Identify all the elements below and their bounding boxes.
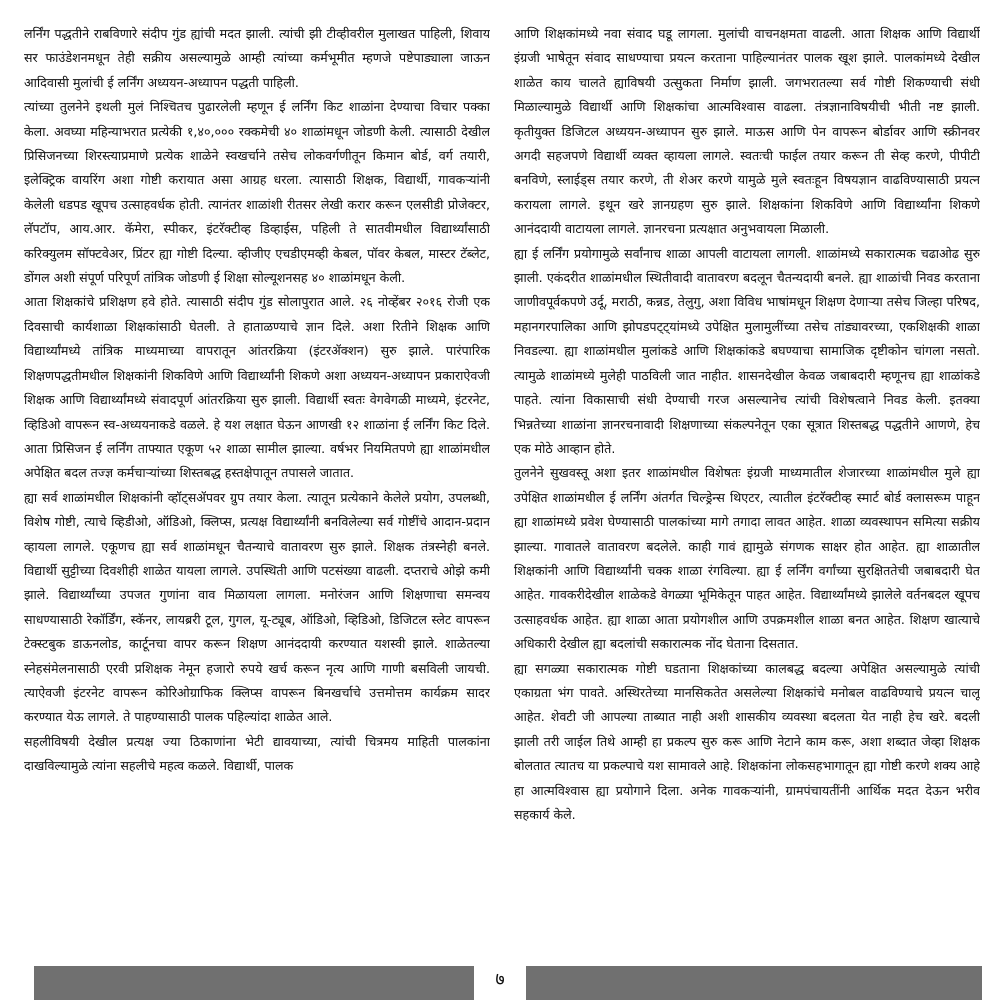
left-column	[24, 22, 490, 947]
left-paragraph-2: त्यांच्या तुलनेने इथली मुलं निश्चितच पुढारलेली म्हणून ई लर्निंग किट शाळांना देण्याचा विचार पक्का केला. अवघ्या महिन्याभरात प्रत्येकी १,४०,००० रक्कमेची ४० शाळांमधून जोडणी केली. त्यासाठी देखील प्रिसिजनच्या शिरस्त्याप्रमाणे प्रत्येक शाळेने स्वखर्चाने तसेच लोकवर्गणीतून किमान बोर्ड, वर्ग तयारी, इलेक्ट्रिक वायरिंग अशा गोष्टी करायात असा आग्रह धरला. त्यासाठी शिक्षक, विद्यार्थी, गावकऱ्यांनी केलेली धडपड खूपच उत्साहवर्धक होती. त्यानंतर शाळांशी रीतसर लेखी करार करून एलसीडी प्रोजेक्टर, लॅपटॉप, आय.आर. कॅमेरा, स्पीकर, इंटरॅक्टीव्ह डिव्हाईस, पहिली ते सातवीमधील विद्यार्थ्यांसाठी करिक्युलम सॉफ्टवेअर, प्रिंटर ह्या गोष्टी दिल्या. व्हीजीए एचडीएमव्ही केबल, पॉवर केबल, मास्टर टॅब्लेट, डोंगल अशी संपूर्ण परिपूर्ण तांत्रिक जोडणी ई शिक्षा सोल्यूशनसह ४० शाळांमधून केली.	[24, 99, 490, 286]
left-paragraph-1: लर्निंग पद्धतीने राबविणारे संदीप गुंड ह्यांची मदत झाली. त्यांची झी टीव्हीवरील मुलाखत पाहिली, शिवाय सर फाउंडेशनमधून तेही सक्रीय असल्यामुळे आम्ही त्यांच्या कर्मभूमीत म्हणजे पष्टेपाड्याला जाऊन आदिवासी मुलांची ई लर्निंग अध्ययन-अध्यापन पद्धती पाहिली.	[24, 26, 490, 90]
right-column	[514, 22, 980, 947]
left-paragraph-4: ह्या सर्व शाळांमधील शिक्षकांनी व्हॉट्सॲपवर ग्रुप तयार केला. त्यातून प्रत्येकाने केलेले प्रयोग, उपलब्धी, विशेष गोष्टी, त्याचे व्हिडीओ, ऑडिओ, क्लिप्स, प्रत्यक्ष विद्यार्थ्यांनी बनविलेल्या सर्व गोष्टींचे आदान-प्रदान व्हायला लागले. एकूणच ह्या सर्व शाळांमधून चैतन्याचे वातावरण सुरु झाले. शिक्षक तंत्रस्नेही बनले. विद्यार्थी सुट्टीच्या दिवशीही शाळेत यायला लागले. उपस्थिती आणि पटसंख्या वाढली. दप्तराचे ओझे कमी झाले. विद्यार्थ्यांच्या उपजत गुणांना वाव मिळायला लागला. मनोरंजन आणि शिक्षणाचा समन्वय साधण्यासाठी रेकॉर्डिंग, स्कॅनर, लायब्ररी टूल, गुगल, यू-ट्यूब, ऑडिओ, व्हिडिओ, डिजिटल स्लेट वापरून टेक्स्टबुक डाऊनलोड, कार्टूनचा वापर करून शिक्षण आनंददायी करण्यात यशस्वी झाले. शाळेतल्या स्नेहसंमेलनासाठी एरवी प्रशिक्षक नेमून हजारो रुपये खर्च करून नृत्य आणि गाणी बसविली जायची. त्याऐवजी इंटरनेट वापरून कोरिओग्राफिक क्लिप्स वापरून बिनखर्चाचे उत्तमोत्तम कार्यक्रम सादर करण्यात येऊ लागले. ते पाहण्यासाठी पालक पहिल्यांदा शाळेत आले.	[24, 489, 490, 725]
right-paragraph-1: आणि शिक्षकांमध्ये नवा संवाद घडू लागला. मुलांची वाचनक्षमता वाढली. आता शिक्षक आणि विद्यार्थी इंग्रजी भाषेतून संवाद साधण्याचा प्रयत्न करताना पाहिल्यानंतर पालक खूश झाले. पालकांमध्ये देखील शाळेत काय चालते ह्याविषयी उत्सुकता निर्माण झाली. जगभरातल्या सर्व गोष्टी शिकण्याची संधी मिळाल्यामुळे विद्यार्थी आणि शिक्षकांचा आत्मविश्वास वाढला. तंत्रज्ञानाविषयीची भीती नष्ट झाली. कृतीयुक्त डिजिटल अध्ययन-अध्यापन सुरु झाले. माऊस आणि पेन वापरून बोर्डावर आणि स्क्रीनवर अगदी सहजपणे विद्यार्थी व्यक्त व्हायला लागले. स्वतःची फाईल तयार करून ती सेव्ह करणे, पीपीटी बनविणे, स्लाईड्स तयार करणे, ती शेअर करणे यामुळे मुले स्वतःहून विषयज्ञान वाढविण्यासाठी प्रयत्न करायला लागले. इथून खरे ज्ञानग्रहण सुरु झाले. शिक्षकांना शिकविणे आणि विद्यार्थ्यांना शिकणे आनंददायी वाटायला लागले. ज्ञानरचना प्रत्यक्षात अनुभवायला मिळाली.	[514, 26, 980, 237]
left-paragraph-3: आता शिक्षकांचे प्रशिक्षण हवे होते. त्यासाठी संदीप गुंड सोलापुरात आले. २६ नोव्हेंबर २०१६ रोजी एक दिवसाची कार्यशाळा शिक्षकांसाठी घेतली. ते हाताळण्याचे ज्ञान दिले. अशा रितीने शिक्षक आणि विद्यार्थ्यांमध्ये तांत्रिक माध्यमाच्या वापरातून आंतरक्रिया (इंटरॲक्शन) सुरु झाले. पारंपारिक शिक्षणपद्धतीमधील शिक्षकांनी शिकविणे आणि विद्यार्थ्यांनी शिकणे अशा अध्ययन-अध्यापन प्रकाराऐवजी शिक्षक आणि विद्यार्थ्यांमध्ये संवादपूर्ण आंतरक्रिया सुरु झाली. विद्यार्थी स्वतः वेगवेगळी माध्यमे, इंटरनेट, व्हिडिओ वापरून स्व-अध्ययनाकडे वळले. हे यश लक्षात घेऊन आणखी १२ शाळांना ई लर्निंग किट दिले. आता प्रिसिजन ई लर्निंग ताफ्यात एकूण ५२ शाळा सामील झाल्या. वर्षभर नियमितपणे ह्या शाळांमधील अपेक्षित बदल तज्ज्ञ कर्मचाऱ्यांच्या शिस्तबद्ध हस्तक्षेपातून तपासले जातात.	[24, 294, 490, 481]
left-paragraph-5: सहलीविषयी देखील प्रत्यक्ष ज्या ठिकाणांना भेटी द्यावयाच्या, त्यांची चित्रमय माहिती पालकांना दाखविल्यामुळे त्यांना सहलीचे महत्व कळले. विद्यार्थी, पालक	[24, 733, 490, 774]
right-paragraph-4: ह्या सगळ्या सकारात्मक गोष्टी घडताना शिक्षकांच्या कालबद्ध बदल्या अपेक्षित असल्यामुळे त्यांची एकाग्रता भंग पावते. अस्थिरतेच्या मानसिकतेत असलेल्या शिक्षकांचे मनोबल वाढविण्याचे प्रयत्न चालू आहेत. शेवटी जी आपल्या ताब्यात नाही अशी शासकीय व्यवस्था बदलता येत नाही हेच खरे. बदली झाली तरी जाईल तिथे आम्ही हा प्रकल्प सुरु करू आणि नेटाने काम करू, अशा शब्दात जेव्हा शिक्षक बोलतात त्यातच या प्रकल्पाचे यश सामावले आहे. शिक्षकांना लोकसहभागातून ह्या गोष्टी करणे शक्य आहे हा आत्मविश्वास ह्या प्रयोगाने दिला. अनेक गावकऱ्यांनी, ग्रामपंचायतींनी आर्थिक मदत देऊन भरीव सहकार्य केले.	[514, 660, 980, 822]
right-paragraph-2: ह्या ई लर्निंग प्रयोगामुळे सर्वांनाच शाळा आपली वाटायला लागली. शाळांमध्ये सकारात्मक चढाओढ सुरु झाली. एकंदरीत शाळांमधील स्थितीवादी वातावरण बदलून चैतन्यदायी बनले. ह्या शाळांची निवड करताना जाणीवपूर्वकपणे उर्दू, मराठी, कन्नड, तेलुगु, अशा विविध भाषांमधून शिक्षण देणाऱ्या तसेच जिल्हा परिषद, महानगरपालिका आणि झोपडपट्ट्यांमध्ये उपेक्षित मुलामुलींच्या तसेच तांड्यावरच्या, एकशिक्षकी शाळा निवडल्या. ह्या शाळांमधील मुलांकडे आणि शिक्षकांकडे बघण्याचा सामाजिक दृष्टीकोन चांगला नसतो. त्यामुळे शाळांमध्ये मुलेही पाठविली जात नाहीत. शासनदेखील केवळ जबाबदारी म्हणूनच ह्या शाळांकडे पाहते. त्यांना विकासाची संधी देण्याची गरज असल्यानेच त्यांची विशेषत्वाने निवड केली. इतक्या भिन्नतेच्या शाळांना ज्ञानरचनावादी शिक्षणाच्या संकल्पनेतून एका सूत्रात शिस्तबद्ध पद्धतीने आणणे, हेच एक मोठे आव्हान होते.	[514, 245, 980, 456]
article-body	[24, 22, 980, 947]
page-number: ७	[474, 957, 526, 1000]
right-paragraph-3: तुलनेने सुखवस्तू अशा इतर शाळांमधील विशेषतः इंग्रजी माध्यमातील शेजारच्या शाळांमधील मुले ह्या उपेक्षित शाळांमधील ई लर्निंग अंतर्गत चिल्ड्रेन्स थिएटर, त्यातील इंटरॅक्टीव्ह स्मार्ट बोर्ड क्लासरूम पाहून ह्या शाळांमध्ये प्रवेश घेण्यासाठी पालकांच्या मागे तगादा लावत आहेत. शाळा व्यवस्थापन समित्या सक्रीय झाल्या. गावातले वातावरण बदलेले. काही गावं ह्यामुळे संगणक साक्षर होत आहेत. ह्या शाळातील शिक्षकांनी आणि विद्यार्थ्यांनी चक्क शाळा रंगविल्या. ह्या ई लर्निंग वर्गांच्या सुरक्षिततेची जबाबदारी घेत आहेत. गावकरीदेखील शाळेकडे वेगळ्या भूमिकेतून पाहत आहेत. विद्यार्थ्यांमध्ये झालेले वर्तनबदल खूपच उत्साहवर्धक आहेत. ह्या शाळा आता प्रयोगशील आणि उपक्रमशील शाळा बनत आहेत. शिक्षण खात्याचे अधिकारी देखील ह्या बदलांची सकारात्मक नोंद घेताना दिसतात.	[514, 465, 980, 652]
